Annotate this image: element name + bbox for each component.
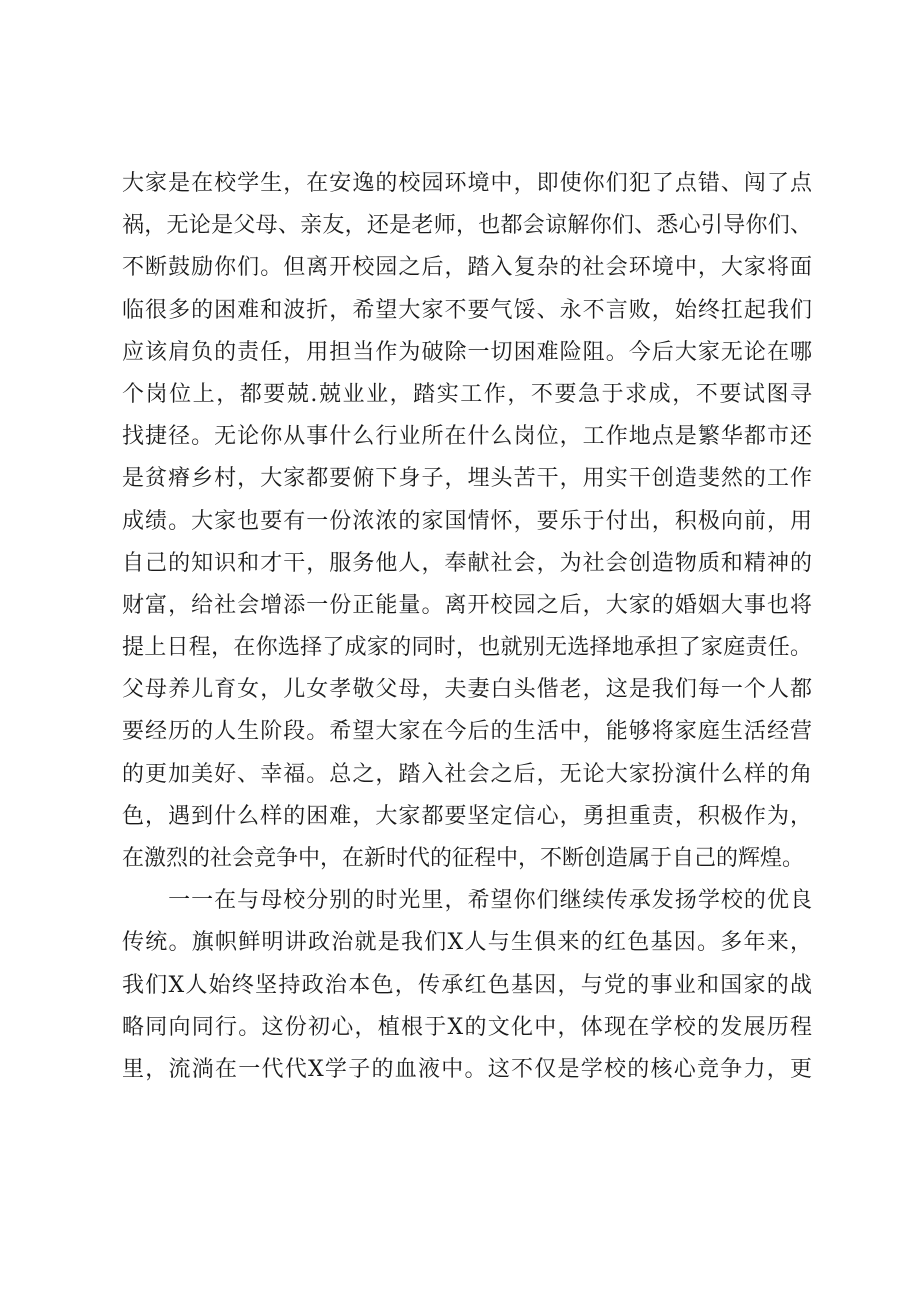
text-line: 应该肩负的责任，用担当作为破除一切困难险阻。今后大家无论在哪 [122, 339, 812, 365]
text-line: 成绩。大家也要有一份浓浓的家国情怀，要乐于付出，积极向前，用 [122, 508, 812, 534]
text-line: 的更加美好、幸福。总之，踏入社会之后，无论大家扮演什么样的角 [122, 761, 812, 787]
text-line: 提上日程，在你选择了成家的同时，也就别无选择地承担了家庭责任。 [122, 635, 812, 661]
text-line: 临很多的困难和波折，希望大家不要气馁、永不言败，始终扛起我们 [122, 297, 812, 323]
text-line: 祸，无论是父母、亲友，还是老师，也都会谅解你们、悉心引导你们、 [122, 213, 812, 239]
text-line: 里，流淌在一代代X学子的血液中。这不仅是学校的核心竞争力，更 [122, 1056, 812, 1082]
text-line: 不断鼓励你们。但离开校园之后，踏入复杂的社会环境中，大家将面 [122, 255, 812, 281]
body-text [122, 163, 812, 1091]
text-line: 略同向同行。这份初心，植根于X的文化中，体现在学校的发展历程 [122, 1014, 812, 1040]
text-line: 找捷径。无论你从事什么行业所在什么岗位，工作地点是繁华都市还 [122, 424, 812, 450]
text-line: 色，遇到什么样的困难，大家都要坚定信心，勇担重责，积极作为， [122, 803, 812, 829]
text-line: 我们X人始终坚持政治本色，传承红色基因，与党的事业和国家的战 [122, 972, 812, 998]
text-line: 是贫瘠乡村，大家都要俯下身子，埋头苦干，用实干创造斐然的工作 [122, 466, 812, 492]
text-line: 父母养儿育女，儿女孝敬父母，夫妻白头偕老，这是我们每一个人都 [122, 677, 812, 703]
text-line: 个岗位上，都要兢.兢业业，踏实工作，不要急于求成，不要试图寻 [122, 381, 812, 407]
text-line: 财富，给社会增添一份正能量。离开校园之后，大家的婚姻大事也将 [122, 592, 812, 618]
text-line: 一一在与母校分别的时光里，希望你们继续传承发扬学校的优良 [122, 888, 812, 914]
text-line: 大家是在校学生，在安逸的校园环境中，即使你们犯了点错、闯了点 [122, 171, 812, 196]
text-line: 传统。旗帜鲜明讲政治就是我们X人与生俱来的红色基因。多年来， [122, 930, 812, 956]
text-line: 要经历的人生阶段。希望大家在今后的生活中，能够将家庭生活经营 [122, 719, 812, 745]
paragraph-end-line: 在激烈的社会竞争中，在新时代的征程中，不断创造属于自己的辉煌。 [122, 846, 805, 871]
text-line: 自己的知识和才干，服务他人，奉献社会，为社会创造物质和精神的 [122, 550, 812, 576]
